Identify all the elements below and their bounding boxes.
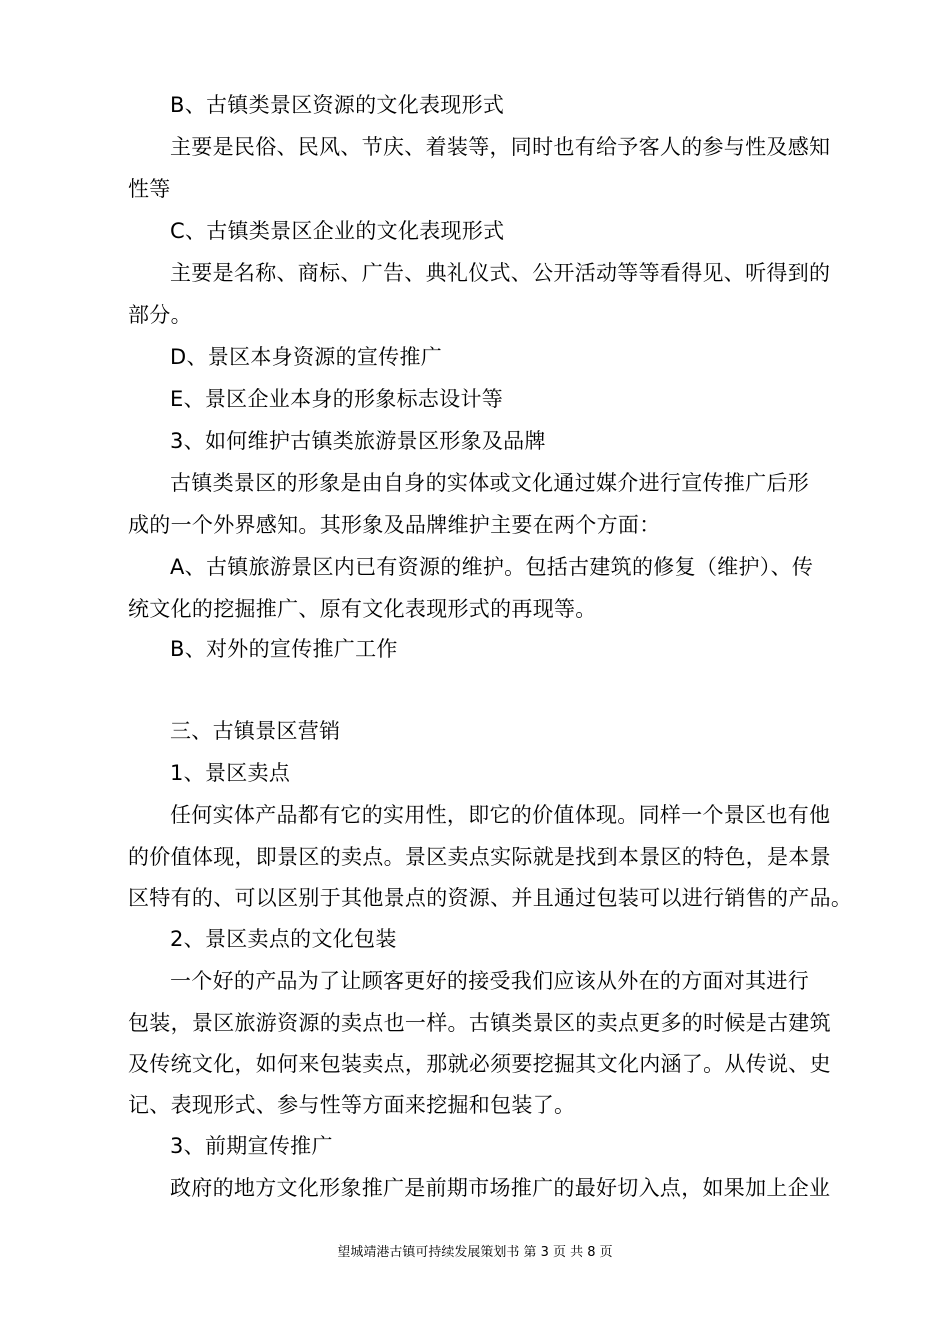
paragraph-line: 及传统文化，如何来包装卖点，那就必须要挖掘其文化内涵了。从传说、史	[128, 1052, 831, 1076]
paragraph-line: 古镇类景区的形象是由自身的实体或文化通过媒介进行宣传推广后形	[170, 471, 809, 495]
heading-c-enterprise-forms: C、古镇类景区企业的文化表现形式	[170, 219, 505, 243]
paragraph-line: 主要是民俗、民风、节庆、着装等，同时也有给予客人的参与性及感知	[170, 135, 831, 159]
item-b: B、对外的宣传推广工作	[170, 637, 398, 661]
page-footer: 望城靖港古镇可持续发展策划书 第 3 页 共 8 页	[337, 1245, 613, 1260]
paragraph-line: 统文化的挖掘推广、原有文化表现形式的再现等。	[128, 597, 597, 621]
paragraph-line: 主要是名称、商标、广告、典礼仪式、公开活动等等看得见、听得到的	[170, 261, 831, 285]
paragraph-line: 包装，景区旅游资源的卖点也一样。古镇类景区的卖点更多的时候是古建筑	[128, 1011, 831, 1035]
subheading-selling-points: 1、景区卖点	[170, 761, 291, 785]
paragraph-line: 政府的地方文化形象推广是前期市场推广的最好切入点，如果加上企业	[170, 1176, 831, 1200]
paragraph-line: 记、表现形式、参与性等方面来挖掘和包装了。	[128, 1093, 576, 1117]
item-a: A、古镇旅游景区内已有资源的维护。包括古建筑的修复（维护）、传	[170, 555, 814, 579]
paragraph-line: 任何实体产品都有它的实用性，即它的价值体现。同样一个景区也有他	[170, 803, 831, 827]
paragraph-line: 部分。	[128, 303, 192, 327]
heading-3-brand-maintenance: 3、如何维护古镇类旅游景区形象及品牌	[170, 429, 546, 453]
item-e: E、景区企业本身的形象标志设计等	[170, 387, 504, 411]
subheading-cultural-packaging: 2、景区卖点的文化包装	[170, 927, 397, 951]
heading-b-resource-forms: B、古镇类景区资源的文化表现形式	[170, 93, 505, 117]
subheading-early-promotion: 3、前期宣传推广	[170, 1134, 333, 1158]
paragraph-line: 成的一个外界感知。其形象及品牌维护主要在两个方面：	[128, 513, 661, 537]
paragraph-line: 的价值体现，即景区的卖点。景区卖点实际就是找到本景区的特色，是本景	[128, 845, 831, 869]
paragraph-line: 性等	[128, 177, 171, 201]
paragraph-line: 一个好的产品为了让顾客更好的接受我们应该从外在的方面对其进行	[170, 969, 809, 993]
section-heading-marketing: 三、古镇景区营销	[170, 719, 341, 743]
paragraph-line: 区特有的、可以区别于其他景点的资源、并且通过包装可以进行销售的产品。	[128, 886, 853, 910]
item-d: D、景区本身资源的宣传推广	[170, 345, 443, 369]
